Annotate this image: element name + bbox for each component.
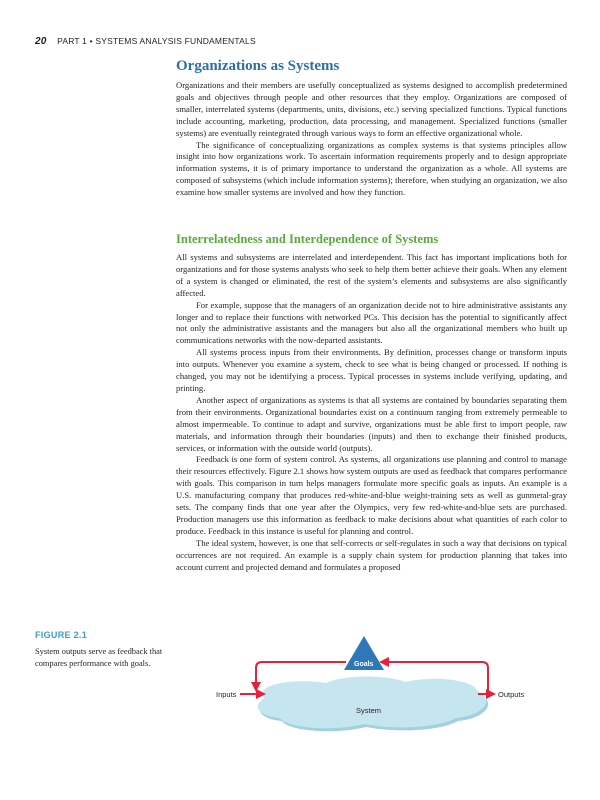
paragraph: The ideal system, however, is one that self-corrects or self-regulates in such a way that decisions on typical occurrences are not required. An example is a supply chain system for production planning that takes into account current and projected demand and formulates a proposed [176, 537, 567, 572]
paragraph: For example, suppose that the managers of an organization decide not to hire administrative assistants any longer and to replace their functions with networked PCs. This decision has the potential to significantly affect not only the administrative assistants and the managers but also all the organizational members who built up communications networks with the now-departed assistants. [176, 299, 567, 346]
paragraph: Organizations and their members are usefully conceptualized as systems designed to accomplish predetermined goals and objectives through people and other resources that they employ. Organizations are composed of smaller, interrelated systems (departments, units, divisions, etc.) serving specialized functions. Typical functions include accounting, marketing, production, data processing, and management. Specialized functions (smaller systems) are eventually reintegrated through various ways to form an effective organizational whole. [176, 80, 567, 138]
page-number: 20 [35, 36, 47, 47]
system-label: System [356, 706, 382, 715]
running-title: PART 1 • SYSTEMS ANALYSIS FUNDAMENTALS [57, 36, 256, 46]
paragraph: Another aspect of organizations as systems is that all systems are contained by boundaries separating them from their environments. Organizational boundaries exist on a continuum ranging from extremely permeable to almost impermeable. To continue to adapt and survive, organizations must be able first to import people, raw materials, and information through their boundaries (inputs) and then to exchange their finished products, services, or information with the outside world (outputs). [176, 394, 567, 453]
outputs-label: Outputs [498, 690, 525, 699]
section-body-interrelatedness [176, 252, 567, 573]
paragraph: Feedback is one form of system control. As systems, all organizations use planning and control to manage their resources effectively. Figure 2.1 shows how system outputs are used as feedback that compares performance with goals. This comparison in turn helps managers formulate more specific goals as inputs. An example is a U.S. manufacturing company that produces red-white-and-blue weight-training sets as well as gunmetal-gray sets. The company finds that one year after the Olympics, very few red-white-and-blue sets are purchased. Production managers use this information as feedback to make decisions about what quantities of each color to produce. Feedback in this instance is useful for planning and control. [176, 454, 567, 536]
inputs-label: Inputs [216, 690, 237, 699]
figure-label: FIGURE 2.1 [35, 630, 88, 640]
section-title-organizations: Organizations as Systems [176, 58, 340, 74]
figure-caption: System outputs serve as feedback that compares performance with goals. [35, 647, 163, 668]
paragraph: All systems and subsystems are interrelated and interdependent. This fact has important implications both for organizations and for those systems analysts who seek to help them better achieve their goals. When any element of a system is changed or eliminated, the rest of the system’s elements and subsystems are also significantly affected. [176, 252, 567, 298]
goals-label: Goals [354, 661, 374, 668]
paragraph: All systems process inputs from their environments. By definition, processes change or transform inputs into outputs. Whenever you examine a system, check to see what is being changed or processed. If nothing is changed, you may not be identifying a process. Typical processes in systems include verifying, updating, and printing. [176, 347, 567, 393]
paragraph: The significance of conceptualizing organizations as complex systems is that systems principles allow insight into how organizations work. To ascertain information requirements properly and to design appropriate information systems, it is of primary importance to understand the organization as a whole. All systems are composed of subsystems (which include information systems); therefore, when studying an organization, we also examine how smaller systems are involved and how they function. [176, 139, 567, 198]
section-body-organizations [176, 80, 567, 199]
section-title-interrelatedness: Interrelatedness and Interdependence of Systems [176, 232, 439, 246]
feedback-diagram [176, 620, 556, 740]
running-head [35, 36, 256, 47]
